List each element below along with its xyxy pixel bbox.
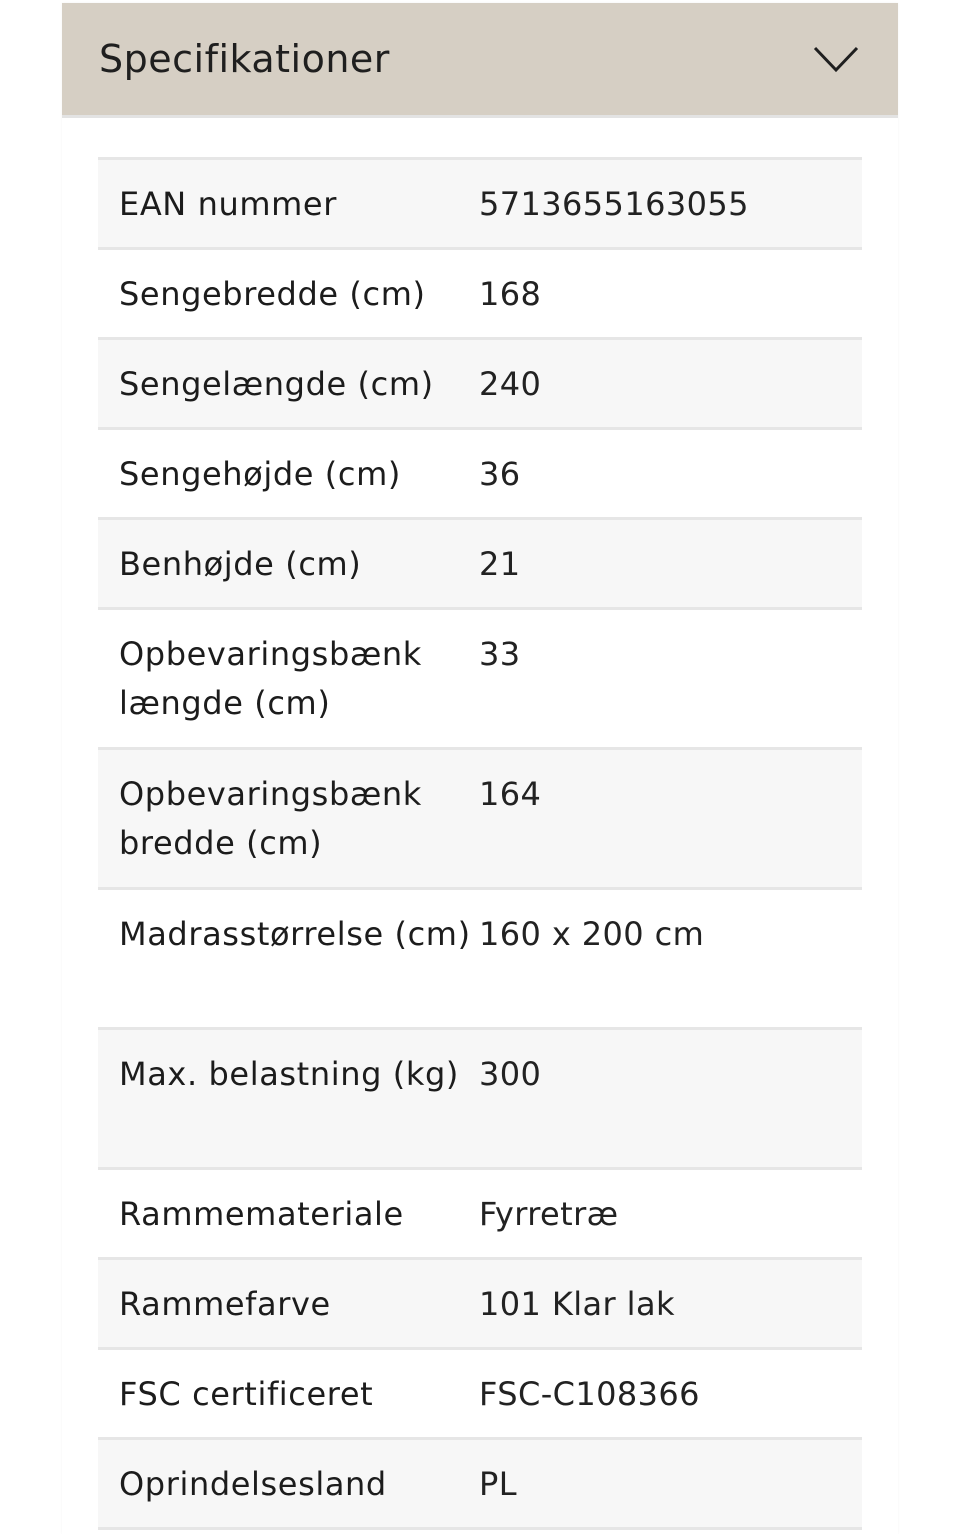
spec-label: Benhøjde (cm) [119, 545, 362, 583]
spec-row [98, 610, 862, 750]
spec-label: EAN nummer [119, 185, 337, 223]
spec-row [98, 520, 862, 610]
spec-row [98, 750, 862, 890]
spec-value: 300 [479, 1055, 542, 1093]
spec-value: 36 [479, 455, 521, 493]
spec-value: 168 [479, 275, 542, 313]
spec-label: FSC certificeret [119, 1375, 374, 1413]
spec-value: 240 [479, 365, 542, 403]
spec-row [98, 430, 862, 520]
spec-table [98, 157, 862, 1530]
chevron-down-icon[interactable] [812, 44, 860, 74]
spec-value: 33 [479, 635, 521, 673]
accordion-header[interactable] [62, 3, 898, 118]
spec-value: PL [479, 1465, 517, 1503]
spec-row [98, 890, 862, 1030]
spec-row [98, 250, 862, 340]
spec-label: Sengebredde (cm) [119, 275, 426, 313]
accordion-title: Specifikationer [99, 37, 390, 81]
spec-label: Madrasstørrelse (cm) [119, 915, 471, 953]
spec-value: 160 x 200 cm [479, 915, 705, 953]
spec-label: Rammemateriale [119, 1195, 404, 1233]
spec-label: Oprindelsesland [119, 1465, 387, 1503]
spec-label: Sengelængde (cm) [119, 365, 434, 403]
spec-value: 101 Klar lak [479, 1285, 675, 1323]
spec-value: 21 [479, 545, 521, 583]
spec-label: Rammefarve [119, 1285, 331, 1323]
spec-label: Opbevaringsbænk bredde (cm) [119, 775, 422, 862]
spec-row [98, 160, 862, 250]
specifications-accordion [62, 3, 898, 1534]
spec-row [98, 340, 862, 430]
spec-row [98, 1350, 862, 1440]
spec-value: Fyrretræ [479, 1195, 619, 1233]
spec-value: 164 [479, 775, 542, 813]
spec-label: Sengehøjde (cm) [119, 455, 401, 493]
spec-row [98, 1170, 862, 1260]
spec-label: Max. belastning (kg) [119, 1055, 459, 1093]
spec-value: FSC-C108366 [479, 1375, 700, 1413]
spec-row [98, 1260, 862, 1350]
spec-row [98, 1030, 862, 1170]
spec-label: Opbevaringsbænk længde (cm) [119, 635, 422, 722]
spec-value: 5713655163055 [479, 185, 749, 223]
spec-row [98, 1440, 862, 1530]
